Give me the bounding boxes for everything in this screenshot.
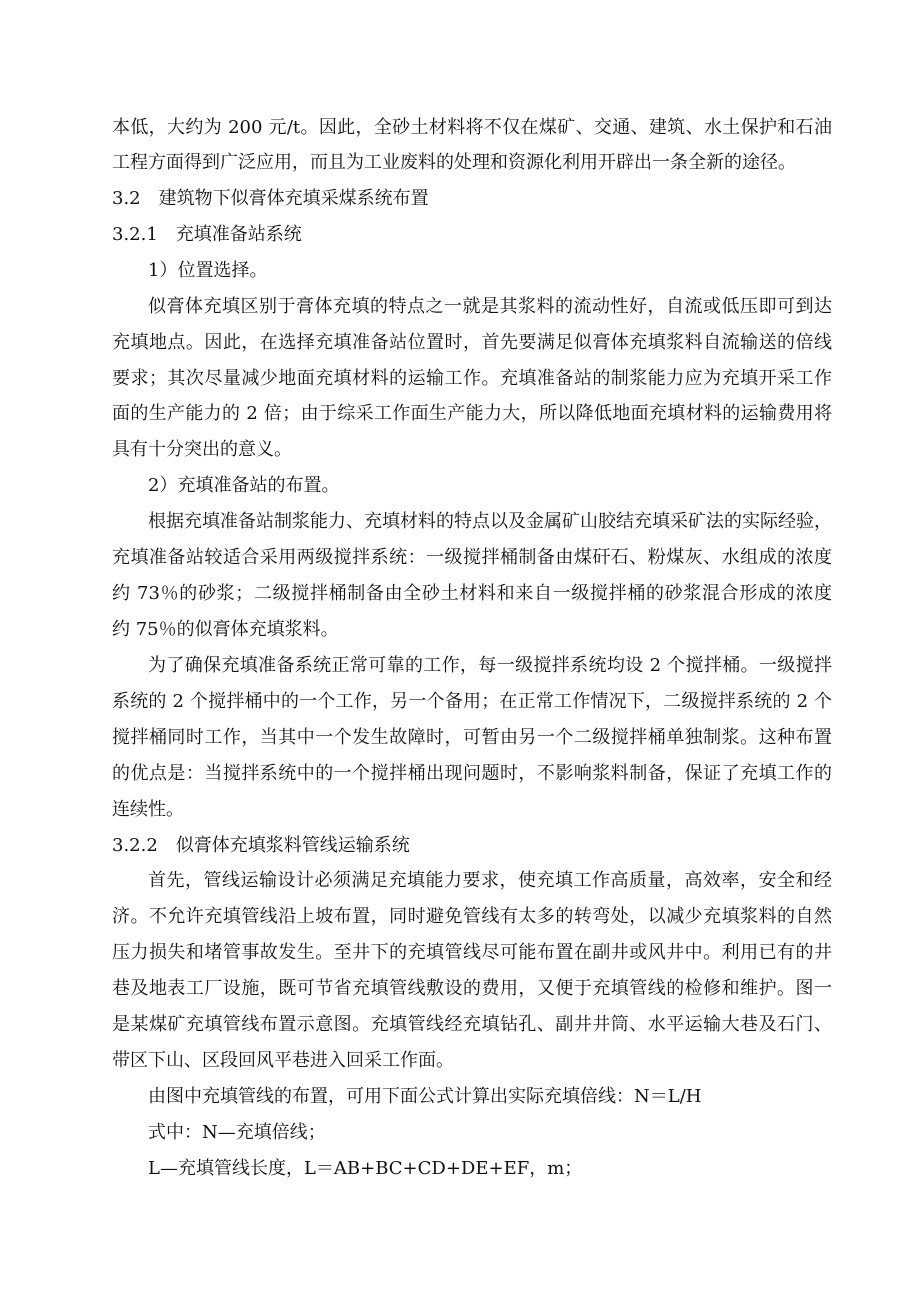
paragraph-line: 工程方面得到广泛应用，而且为工业废料的处理和资源化利用开辟出一条全新的途径。 xyxy=(112,152,796,173)
paragraph-line: 的优点是：当搅拌系统中的一个搅拌桶出现问题时，不影响浆料制备，保证了充填工作的 xyxy=(112,763,832,784)
formula-line: 由图中充填管线的布置，可用下面公式计算出实际充填倍线：N＝L/H xyxy=(148,1086,702,1107)
formula-definition: L—充填管线长度，L＝AB+BC+CD+DE+EF，m； xyxy=(148,1158,583,1179)
paragraph-line: 为了确保充填准备系统正常可靠的工作，每一级搅拌系统均设 2 个搅拌桶。一级搅拌 xyxy=(148,655,832,676)
paragraph-line: 济。不允许充填管线沿上坡布置，同时避免管线有太多的转弯处，以减少充填浆料的自然 xyxy=(112,906,832,927)
list-item-heading: 1）位置选择。 xyxy=(148,260,268,281)
paragraph-line: 首先，管线运输设计必须满足充填能力要求，使充填工作高质量，高效率，安全和经 xyxy=(148,870,832,891)
paragraph-line: 带区下山、区段回风平巷进入回采工作面。 xyxy=(112,1050,454,1071)
paragraph-line: 具有十分突出的意义。 xyxy=(112,439,292,460)
paragraph-line: 充填地点。因此，在选择充填准备站位置时，首先要满足似膏体充填浆料自流输送的倍线 xyxy=(112,332,832,353)
paragraph-line: 压力损失和堵管事故发生。至井下的充填管线尽可能布置在副井或风井中。利用已有的井 xyxy=(112,942,832,963)
paragraph-line: 面的生产能力的 2 倍；由于综采工作面生产能力大，所以降低地面充填材料的运输费用将 xyxy=(112,403,832,424)
section-heading-3-2: 3.2 建筑物下似膏体充填采煤系统布置 xyxy=(112,188,429,209)
paragraph-line: 约 75％的似膏体充填浆料。 xyxy=(112,619,339,640)
paragraph-line: 搅拌桶同时工作，当其中一个发生故障时，可暂由另一个二级搅拌桶单独制浆。这种布置 xyxy=(112,727,832,748)
formula-definition: 式中：N—充填倍线； xyxy=(148,1122,326,1143)
paragraph-line: 要求；其次尽量减少地面充填材料的运输工作。充填准备站的制浆能力应为充填开采工作 xyxy=(112,368,832,389)
paragraph-line: 巷及地表工厂设施，既可节省充填管线敷设的费用，又便于充填管线的检修和维护。图一 xyxy=(112,978,832,999)
paragraph-line: 似膏体充填区别于膏体充填的特点之一就是其浆料的流动性好，自流或低压即可到达 xyxy=(148,296,832,317)
paragraph-line: 本低，大约为 200 元/t。因此，全砂土材料将不仅在煤矿、交通、建筑、水土保护和石油 xyxy=(112,117,832,138)
paragraph-line: 约 73％的砂浆；二级搅拌桶制备由全砂土材料和来自一级搅拌桶的砂浆混合形成的浓度 xyxy=(112,583,832,604)
paragraph-line: 是某煤矿充填管线布置示意图。充填管线经充填钻孔、副井井筒、水平运输大巷及石门、 xyxy=(112,1014,832,1035)
paragraph-line: 根据充填准备站制浆能力、充填材料的特点以及金属矿山胶结充填采矿法的实际经验， xyxy=(148,511,832,532)
subsection-heading-3-2-2: 3.2.2 似膏体充填浆料管线运输系统 xyxy=(112,835,410,856)
paragraph-line: 系统的 2 个搅拌桶中的一个工作，另一个备用；在正常工作情况下，二级搅拌系统的 2 个 xyxy=(112,691,832,712)
paragraph-line: 充填准备站较适合采用两级搅拌系统：一级搅拌桶制备由煤矸石、粉煤灰、水组成的浓度 xyxy=(112,547,832,568)
subsection-heading-3-2-1: 3.2.1 充填准备站系统 xyxy=(112,224,302,245)
list-item-heading: 2）充填准备站的布置。 xyxy=(148,475,340,496)
paragraph-line: 连续性。 xyxy=(112,799,184,820)
